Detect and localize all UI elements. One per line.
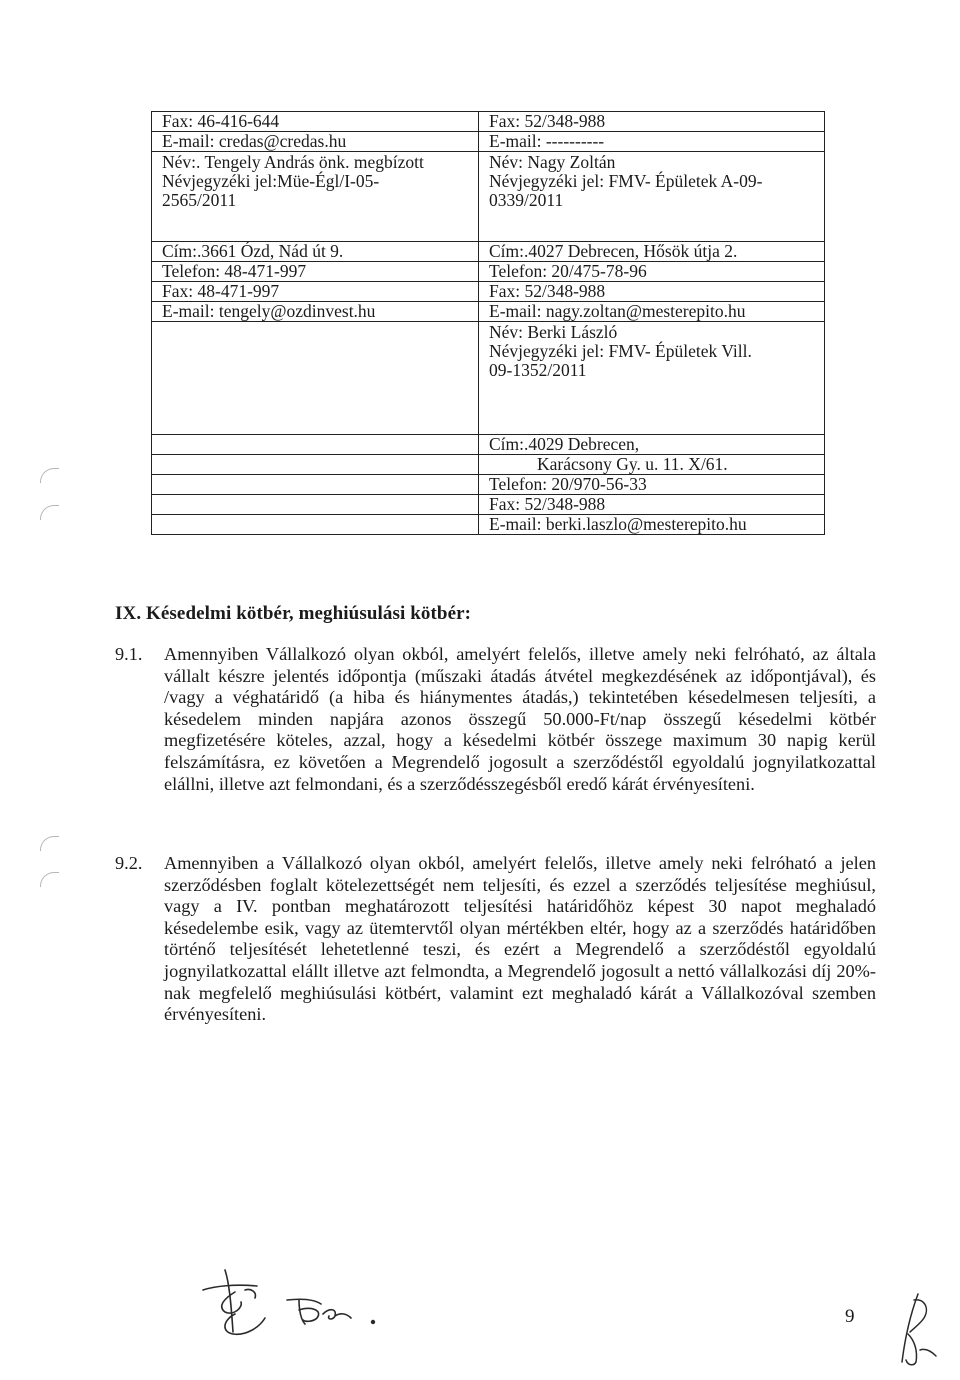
table-row xyxy=(152,515,825,535)
signature-mark xyxy=(890,1290,950,1370)
section-heading: IX. Késedelmi kötbér, meghiúsulási kötbér: xyxy=(115,603,472,624)
paragraph-text: Amennyiben a Vállalkozó olyan okból, amelyért felelős, illetve amely neki felróható a jelen szerződésben foglalt kötelezettségét nem teljesíti, és ezzel a szerződés teljesítése meghiúsul, vagy a IV. pontban meghatározott teljesítési határidőhöz képest 30 napot meghaladó késedelembe esik, vagy az ütemtervtől olyan mértékben eltér, hogy az a szerződés határidőben történő teljesítését lehetetlenné teszi, és ezért a Megrendelő a szerződéstől egyoldalú jognyilatkozattal elállt illetve azt felmondta, a Megrendelő jogosult a nettó vállalkozási díj 20%-nak megfelelő meghiúsulási kötbért, valamint ezt meghaladó kárát a Vállalkozóval szemben érvényesíteni. xyxy=(164,853,876,1025)
contact-cell xyxy=(152,495,479,515)
contact-cell: E-mail: ---------- xyxy=(479,132,825,152)
page-number: 9 xyxy=(845,1306,855,1327)
table-row xyxy=(152,495,825,515)
contact-cell: Név: Nagy Zoltán Névjegyzéki jel: FMV- Épületek A-09- 0339/2011 xyxy=(479,152,825,242)
contact-cell: Cím:.3661 Ózd, Nád út 9. xyxy=(152,242,479,262)
contact-cell: Név: Berki László Névjegyzéki jel: FMV- Épületek Vill. 09-1352/2011 xyxy=(479,322,825,435)
contact-table xyxy=(151,111,825,535)
contact-cell: Telefon: 48-471-997 xyxy=(152,262,479,282)
table-row xyxy=(152,242,825,262)
scan-mark xyxy=(40,872,59,887)
scan-mark xyxy=(40,505,59,520)
contact-cell: Fax: 48-471-997 xyxy=(152,282,479,302)
table-row xyxy=(152,262,825,282)
contact-cell: E-mail: tengely@ozdinvest.hu xyxy=(152,302,479,322)
table-row xyxy=(152,112,825,132)
contact-cell xyxy=(152,475,479,495)
table-row xyxy=(152,282,825,302)
contact-cell xyxy=(152,322,479,435)
contact-cell: E-mail: berki.laszlo@mesterepito.hu xyxy=(479,515,825,535)
table-row xyxy=(152,302,825,322)
table-row xyxy=(152,152,825,242)
contact-cell: Cím:.4027 Debrecen, Hősök útja 2. xyxy=(479,242,825,262)
scan-mark xyxy=(40,836,59,851)
contact-cell xyxy=(479,455,825,475)
contact-cell: Telefon: 20/970-56-33 xyxy=(479,475,825,495)
table-row xyxy=(152,455,825,475)
table-row xyxy=(152,132,825,152)
table-row xyxy=(152,322,825,435)
address-line: Karácsony Gy. u. 11. X/61. xyxy=(537,454,728,474)
contact-cell: Fax: 52/348-988 xyxy=(479,112,825,132)
scan-mark xyxy=(40,468,59,483)
table-row xyxy=(152,475,825,495)
contact-cell: Fax: 52/348-988 xyxy=(479,495,825,515)
contact-cell: Cím:.4029 Debrecen, xyxy=(479,435,825,455)
paragraph-number: 9.1. xyxy=(115,644,143,664)
table-row xyxy=(152,435,825,455)
signature-initials xyxy=(195,1262,405,1342)
contact-cell xyxy=(152,515,479,535)
paragraph-number: 9.2. xyxy=(115,853,143,873)
paragraph-text: Amennyiben Vállalkozó olyan okból, amelyért felelős, illetve amely neki felróható, az általa vállalt készre jelentés időpontja (műszaki átadás átvétel megkezdésének az időpontjával), és /vagy a véghatáridő (a hiba és hiánymentes átadás,) tekintetében késedelmesen teljesíti, a késedelem minden napjára azonos összegű 50.000-Ft/nap összegű késedelmi kötbér megfizetésére köteles, azzal, hogy a késedelmi kötbér összege maximum 30 napig kerül felszámításra, ez követően a Megrendelő jogosult a szerződéstől egyoldalú jognyilatkozattal elállni, illetve azt felmondani, és a szerződésszegésből eredő kárát érvényesíteni. xyxy=(164,644,876,794)
contact-cell xyxy=(152,435,479,455)
contact-cell: E-mail: credas@credas.hu xyxy=(152,132,479,152)
contact-cell xyxy=(152,455,479,475)
contact-cell: Fax: 52/348-988 xyxy=(479,282,825,302)
contact-cell: Telefon: 20/475-78-96 xyxy=(479,262,825,282)
contact-cell: Név:. Tengely András önk. megbízott Névjegyzéki jel:Müe-Égl/I-05- 2565/2011 xyxy=(152,152,479,242)
contact-cell: E-mail: nagy.zoltan@mesterepito.hu xyxy=(479,302,825,322)
contact-cell: Fax: 46-416-644 xyxy=(152,112,479,132)
